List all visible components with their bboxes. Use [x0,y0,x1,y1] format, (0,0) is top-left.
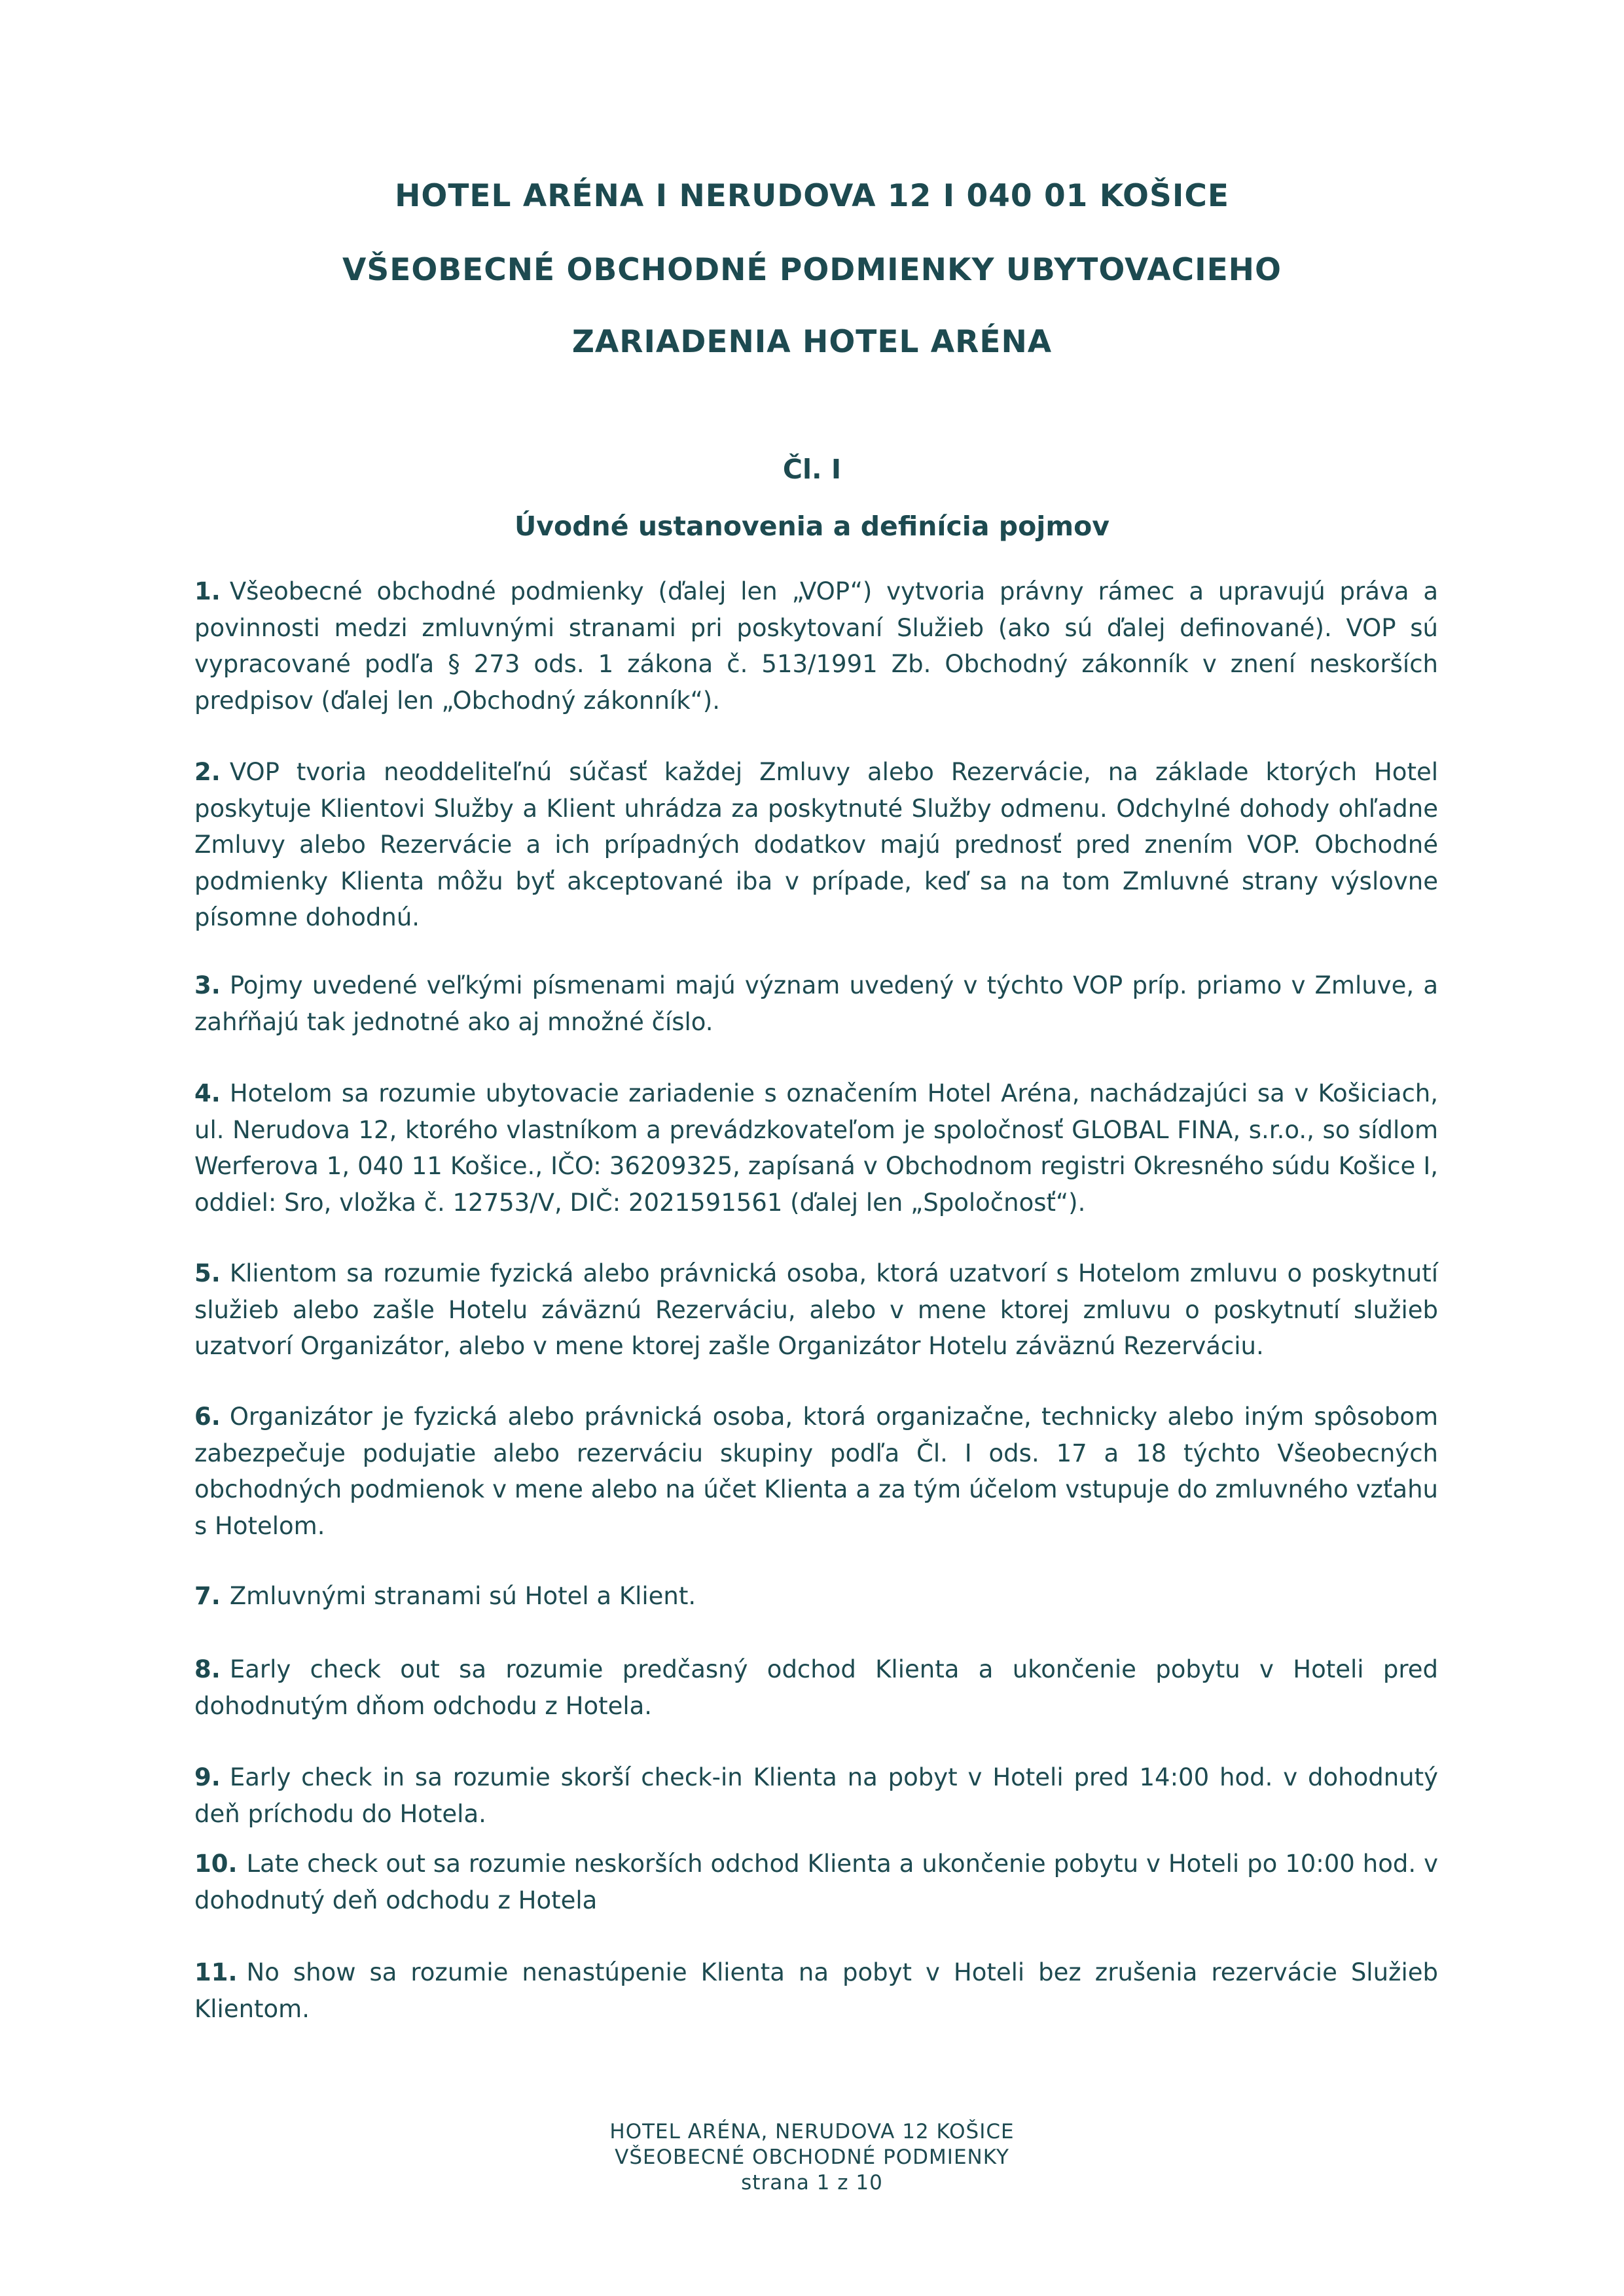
paragraph-text: Zmluvnými stranami sú Hotel a Klient. [229,1582,696,1610]
article-title: Úvodné ustanovenia a definícia pojmov [514,511,1110,542]
paragraph-text: Organizátor je fyzická alebo právnická osoba, ktorá organizačne, technicky alebo iným spôsobom zabezpečuje podujatie alebo rezerváciu skupiny podľa Čl. I ods. 17 a 18 týchto Všeobecných obchodných podmienok v mene alebo na účet Klienta a za tým účelom vstupuje do zmluvného vzťahu s Hotelom. [194,1403,1438,1540]
paragraph-10 [194,1846,1438,1918]
header-title-line-1: HOTEL ARÉNA I NERUDOVA 12 I 040 01 KOŠICE [395,178,1229,214]
paragraph-text: Všeobecné obchodné podmienky (ďalej len „VOP“) vytvoria právny rámec a upravujú práva a povinnosti medzi zmluvnými stranami pri poskytovaní Služieb (ako sú ďalej definované). VOP sú vypracované podľa § 273 ods. 1 zákona č. 513/1991 Zb. Obchodný zákonník v znení neskorších predpisov (ďalej len „Obchodný zákonník“). [194,577,1438,715]
paragraph-number: 1. [194,577,221,605]
paragraph-text: Pojmy uvedené veľkými písmenami majú význam uvedený v týchto VOP príp. priamo v Zmluve, a zahŕňajú tak jednotné ako aj množné číslo. [194,971,1438,1036]
paragraph-2 [194,754,1438,936]
paragraph-5 [194,1255,1438,1365]
paragraph-number: 8. [194,1655,221,1683]
paragraph-1 [194,573,1438,719]
paragraph-text: Early check out sa rozumie predčasný odchod Klienta a ukončenie pobytu v Hoteli pred dohodnutým dňom odchodu z Hotela. [194,1655,1438,1720]
paragraph-number: 2. [194,758,221,786]
paragraph-number: 4. [194,1079,221,1107]
paragraph-number: 11. [194,1958,238,1986]
footer-page-number: strana 1 z 10 [741,2171,883,2195]
paragraph-text: No show sa rozumie nenastúpenie Klienta na pobyt v Hoteli bez zrušenia rezervácie Služieb Klientom. [194,1958,1438,2023]
paragraph-text: Klientom sa rozumie fyzická alebo právnická osoba, ktorá uzatvorí s Hotelom zmluvu o poskytnutí služieb alebo zašle Hotelu záväznú Rezerváciu, alebo v mene ktorej zmluvu o poskytnutí služieb uzatvorí Organizátor, alebo v mene ktorej zašle Organizátor Hotelu záväznú Rezerváciu. [194,1259,1438,1360]
footer-line-2: VŠEOBECNÉ OBCHODNÉ PODMIENKY [615,2145,1009,2169]
article-number: Čl. I [782,454,842,485]
paragraph-number: 6. [194,1403,221,1431]
paragraph-number: 5. [194,1259,221,1287]
paragraph-number: 3. [194,971,221,999]
paragraph-text: VOP tvoria neoddeliteľnú súčasť každej Zmluvy alebo Rezervácie, na základe ktorých Hotel poskytuje Klientovi Služby a Klient uhrádza za poskytnuté Služby odmenu. Odchylné dohody ohľadne Zmluvy alebo Rezervácie a ich prípadných dodatkov majú prednosť pred znením VOP. Obchodné podmienky Klienta môžu byť akceptované iba v prípade, keď sa na tom Zmluvné strany výslovne písomne dohodnú. [194,758,1438,931]
paragraph-7 [194,1578,1438,1615]
paragraph-number: 9. [194,1763,221,1791]
footer-line-1: HOTEL ARÉNA, NERUDOVA 12 KOŠICE [609,2120,1015,2144]
header-title-line-2: VŠEOBECNÉ OBCHODNÉ PODMIENKY UBYTOVACIEHO [342,252,1282,288]
paragraph-3 [194,967,1438,1040]
paragraph-number: 10. [194,1850,238,1878]
paragraph-6 [194,1399,1438,1544]
paragraph-8 [194,1651,1438,1724]
paragraph-11 [194,1954,1438,2027]
paragraph-text: Late check out sa rozumie neskorších odchod Klienta a ukončenie pobytu v Hoteli po 10:00 hod. v dohodnutý deň odchodu z Hotela [194,1850,1438,1914]
paragraph-number: 7. [194,1582,221,1610]
paragraph-text: Early check in sa rozumie skorší check-in Klienta na pobyt v Hoteli pred 14:00 hod. v dohodnutý deň príchodu do Hotela. [194,1763,1438,1828]
page-footer [0,2119,1624,2196]
paragraph-9 [194,1759,1438,1832]
paragraph-4 [194,1075,1438,1221]
header-title-line-3: ZARIADENIA HOTEL ARÉNA [571,324,1053,360]
paragraph-text: Hotelom sa rozumie ubytovacie zariadenie s označením Hotel Aréna, nachádzajúci sa v Košiciach, ul. Nerudova 12, ktorého vlastníkom a prevádzkovateľom je spoločnosť GLOBAL FINA, s.r.o., so sídlom Werferova 1, 040 11 Košice., IČO: 36209325, zapísaná v Obchodnom registri Okresného súdu Košice I, oddiel: Sro, vložka č. 12753/V, DIČ: 2021591561 (ďalej len „Spoločnosť“). [194,1079,1438,1217]
